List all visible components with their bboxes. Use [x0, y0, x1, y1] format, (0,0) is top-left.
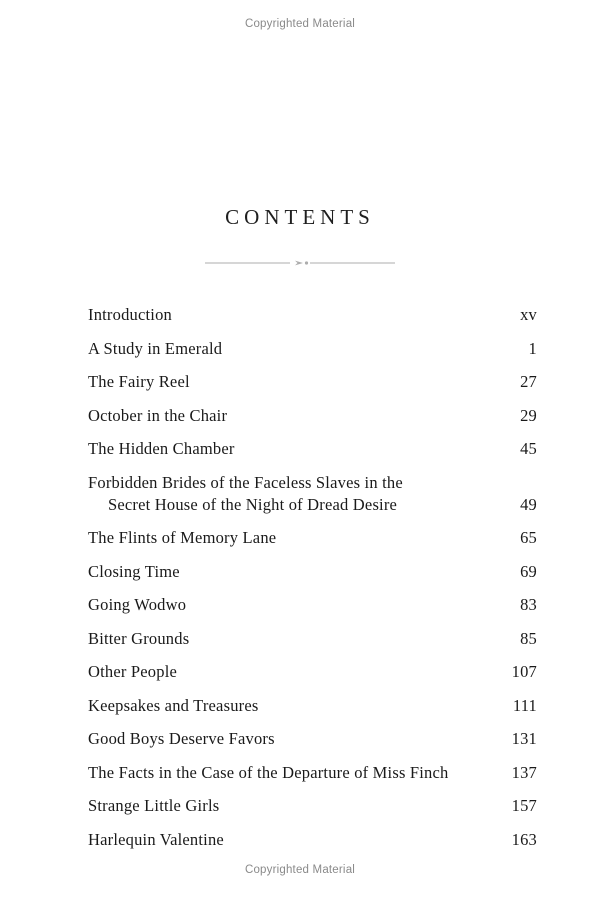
toc-row: [88, 561, 537, 583]
toc-page-number: 163: [511, 829, 537, 849]
toc-row: [88, 338, 537, 360]
toc-row: [88, 762, 537, 784]
toc-title-line: A Study in Emerald: [88, 338, 223, 358]
toc-page-number: 157: [511, 796, 537, 815]
toc-entry-title: [88, 695, 513, 717]
toc-entry-title: [88, 661, 512, 683]
toc-page-number: 29: [520, 405, 537, 425]
toc-row: [88, 405, 537, 427]
toc-title-line: Going Wodwo: [88, 595, 187, 614]
toc-row: [88, 628, 537, 650]
toc-page-number: 107: [511, 662, 537, 681]
toc-entry-title: [88, 728, 512, 750]
toc-title-line: Harlequin Valentine: [88, 829, 224, 849]
toc-title-line: Strange Little Girls: [88, 796, 220, 815]
toc-entry-title: [88, 405, 520, 427]
toc-entry-title: [88, 371, 520, 393]
toc-page-number: 111: [512, 695, 537, 715]
toc-title-line: Keepsakes and Treasures: [88, 695, 259, 715]
toc-row: [88, 695, 537, 717]
copyright-notice-top: Copyrighted Material: [244, 18, 356, 30]
toc-row: [88, 371, 537, 393]
toc-entry-title: [88, 628, 520, 650]
toc-page-number: 137: [511, 762, 537, 782]
toc-title-line: Introduction: [88, 305, 172, 324]
toc-entry-title: [88, 338, 529, 360]
toc-row: [88, 527, 537, 549]
divider-ornament-icon: [205, 256, 395, 270]
toc-row: [88, 438, 537, 460]
section-divider: [0, 256, 600, 275]
toc-page-number: 65: [520, 528, 537, 547]
toc-entry-title: [88, 762, 512, 784]
toc-page-number: 45: [520, 439, 537, 458]
toc-row: [88, 728, 537, 750]
toc-entry-title: [88, 594, 520, 616]
toc-title-line: Secret House of the Night of Dread Desire: [108, 494, 398, 514]
toc-page-number: 27: [520, 372, 537, 391]
toc-page-number: 85: [520, 628, 537, 648]
toc-page-number: 49: [520, 494, 537, 514]
toc-title-line: Other People: [88, 662, 178, 681]
toc-entry-title: [88, 561, 520, 583]
toc-page-number: 83: [520, 595, 537, 614]
toc-title-line: The Fairy Reel: [88, 372, 190, 391]
toc-entry-title: [88, 795, 512, 817]
toc-title-line: The Flints of Memory Lane: [88, 528, 277, 547]
toc-title-line: Good Boys Deserve Favors: [88, 729, 275, 748]
toc-title-line: Bitter Grounds: [88, 628, 190, 648]
toc-entry-title: [88, 527, 520, 549]
toc-row: [88, 795, 537, 817]
toc-title-line: Forbidden Brides of the Faceless Slaves in the: [88, 472, 403, 492]
toc-entry-title: [88, 829, 512, 851]
toc-row: [88, 829, 537, 851]
toc-title-line: The Facts in the Case of the Departure of Miss Finch: [88, 762, 449, 782]
toc-page-number: 131: [511, 729, 537, 748]
toc-page-number: xv: [520, 305, 537, 324]
toc-title-line: The Hidden Chamber: [88, 439, 235, 458]
toc-title-line: Closing Time: [88, 561, 180, 581]
toc-entry-title: [88, 438, 520, 460]
toc-list: [88, 304, 537, 862]
page-title: CONTENTS: [225, 205, 375, 229]
toc-row: [88, 472, 537, 516]
copyright-notice-bottom: Copyrighted Material: [244, 864, 356, 876]
toc-row: [88, 594, 537, 616]
toc-row: [88, 304, 537, 326]
toc-entry-title: [88, 304, 520, 326]
toc-row: [88, 661, 537, 683]
toc-page-number: 69: [520, 561, 537, 581]
toc-entry-title: [88, 472, 520, 516]
toc-page-number: 1: [528, 338, 537, 358]
toc-title-line: October in the Chair: [88, 405, 228, 425]
